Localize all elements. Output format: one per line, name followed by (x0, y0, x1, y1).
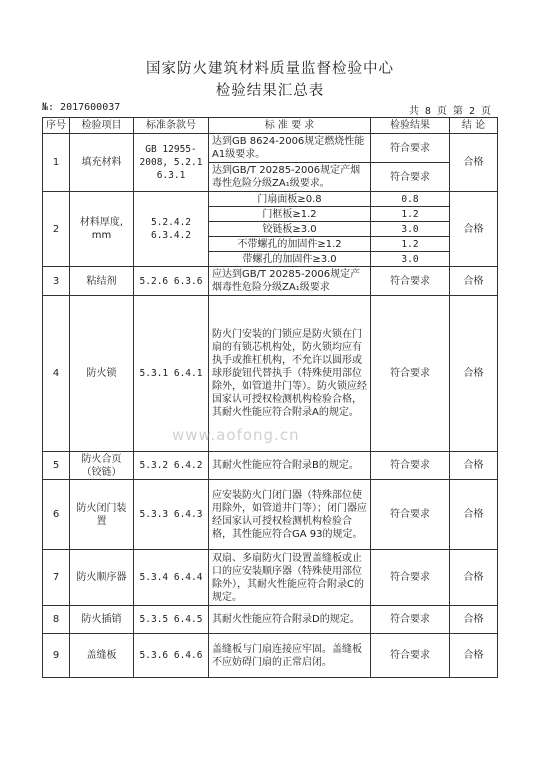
cell-item: 防火闭门装置 (70, 480, 134, 550)
cell-conclusion: 合格 (450, 267, 498, 296)
cell-requirement: 不带螺孔的加固件≥1.2 (209, 237, 371, 252)
cell-no: 1 (43, 134, 70, 192)
cell-conclusion: 合格 (450, 192, 498, 267)
cell-requirement: 达到GB 8624-2006规定燃烧性能A1级要求。 (209, 134, 371, 163)
cell-no: 9 (43, 634, 70, 678)
cell-item: 盖缝板 (70, 634, 134, 678)
cell-result: 1.2 (371, 207, 450, 222)
cell-result: 符合要求 (371, 550, 450, 606)
cell-clause: 5.3.5 6.4.5 (134, 606, 209, 634)
cell-result: 符合要求 (371, 606, 450, 634)
cell-no: 8 (43, 606, 70, 634)
cell-requirement: 带螺孔的加固件≥3.0 (209, 252, 371, 267)
table-row (43, 267, 498, 296)
cell-requirement: 应达到GB/T 20285-2006规定产烟毒性危险分级ZA₁级要求 (209, 267, 371, 296)
document-title: 国家防火建筑材料质量监督检验中心 (146, 61, 394, 77)
cell-result: 0.8 (371, 192, 450, 207)
table-row (43, 480, 498, 550)
cell-no: 2 (43, 192, 70, 267)
page-info: 共 8 页 第 2 页 (408, 106, 491, 117)
cell-no: 4 (43, 296, 70, 452)
column-header: 标 准 要 求 (209, 118, 371, 134)
cell-no: 7 (43, 550, 70, 606)
cell-result: 3.0 (371, 252, 450, 267)
cell-conclusion: 合格 (450, 606, 498, 634)
cell-item: 粘结剂 (70, 267, 134, 296)
cell-requirement: 其耐火性能应符合附录D的规定。 (209, 606, 371, 634)
cell-clause: 5.2.6 6.3.6 (134, 267, 209, 296)
cell-clause: 5.3.6 6.4.6 (134, 634, 209, 678)
table-row (43, 192, 498, 207)
cell-requirement: 铰链板≥3.0 (209, 222, 371, 237)
column-header: 检验结果 (371, 118, 450, 134)
cell-requirement: 盖缝板与门扇连接应牢固。盖缝板不应妨碍门扇的正常启闭。 (209, 634, 371, 678)
cell-item: 防火顺序器 (70, 550, 134, 606)
cell-clause: 5.3.4 6.4.4 (134, 550, 209, 606)
cell-requirement: 门扇面板≥0.8 (209, 192, 371, 207)
cell-clause: 5.3.1 6.4.1 (134, 296, 209, 452)
document-subtitle: 检验结果汇总表 (215, 83, 325, 99)
cell-requirement: 达到GB/T 20285-2006规定产烟毒性危险分级ZA₁级要求。 (209, 163, 371, 192)
table-row (43, 452, 498, 480)
cell-result: 符合要求 (371, 452, 450, 480)
cell-item: 防火合页（铰链） (70, 452, 134, 480)
cell-item: 防火锁 (70, 296, 134, 452)
table-header-row (43, 118, 498, 134)
column-header: 结 论 (450, 118, 498, 134)
cell-conclusion: 合格 (450, 480, 498, 550)
cell-requirement: 双扇、多扇防火门设置盖缝板或止口的应安装顺序器（特殊使用部位除外），其耐火性能应符合附录C的规定。 (209, 550, 371, 606)
cell-item: 防火插销 (70, 606, 134, 634)
cell-clause: 5.2.4.2 6.3.4.2 (134, 192, 209, 267)
cell-requirement: 防火门安装的门锁应是防火锁在门扇的有锁芯机构处，防火锁均应有执手或推杠机构，不允许以圆形或球形旋钮代替执手（特殊使用部位除外，如管道井门等）。防火锁应经国家认可授权检测机构检验合格，其耐火性能应符合附录A的规定。 (209, 296, 371, 452)
cell-no: 3 (43, 267, 70, 296)
table-row (43, 550, 498, 606)
cell-conclusion: 合格 (450, 550, 498, 606)
cell-clause: 5.3.3 6.4.3 (134, 480, 209, 550)
column-header: 序号 (43, 118, 70, 134)
cell-no: 5 (43, 452, 70, 480)
cell-result: 符合要求 (371, 267, 450, 296)
cell-requirement: 应安装防火门闭门器（特殊部位使用除外，如管道井门等）；闭门器应经国家认可授权检测机构检验合格，其性能应符合GA 93的规定。 (209, 480, 371, 550)
cell-requirement: 其耐火性能应符合附录B的规定。 (209, 452, 371, 480)
cell-result: 符合要求 (371, 163, 450, 192)
cell-clause: 5.3.2 6.4.2 (134, 452, 209, 480)
cell-result: 符合要求 (371, 296, 450, 452)
column-header: 标准条款号 (134, 118, 209, 134)
cell-item: 材料厚度, mm (70, 192, 134, 267)
report-number: №: 2017600037 (42, 102, 121, 113)
cell-conclusion: 合格 (450, 452, 498, 480)
results-table (42, 117, 498, 678)
cell-no: 6 (43, 480, 70, 550)
cell-result: 符合要求 (371, 634, 450, 678)
cell-result: 符合要求 (371, 480, 450, 550)
cell-requirement: 门框板≥1.2 (209, 207, 371, 222)
column-header: 检验项目 (70, 118, 134, 134)
cell-clause: GB 12955-2008, 5.2.1 6.3.1 (134, 134, 209, 192)
cell-conclusion: 合格 (450, 296, 498, 452)
cell-item: 填充材料 (70, 134, 134, 192)
cell-result: 1.2 (371, 237, 450, 252)
table-row (43, 606, 498, 634)
cell-conclusion: 合格 (450, 634, 498, 678)
cell-result: 符合要求 (371, 134, 450, 163)
table-row (43, 634, 498, 678)
cell-result: 3.0 (371, 222, 450, 237)
table-row (43, 134, 498, 163)
watermark: www.aofong.cn (172, 426, 300, 444)
cell-conclusion: 合格 (450, 134, 498, 192)
